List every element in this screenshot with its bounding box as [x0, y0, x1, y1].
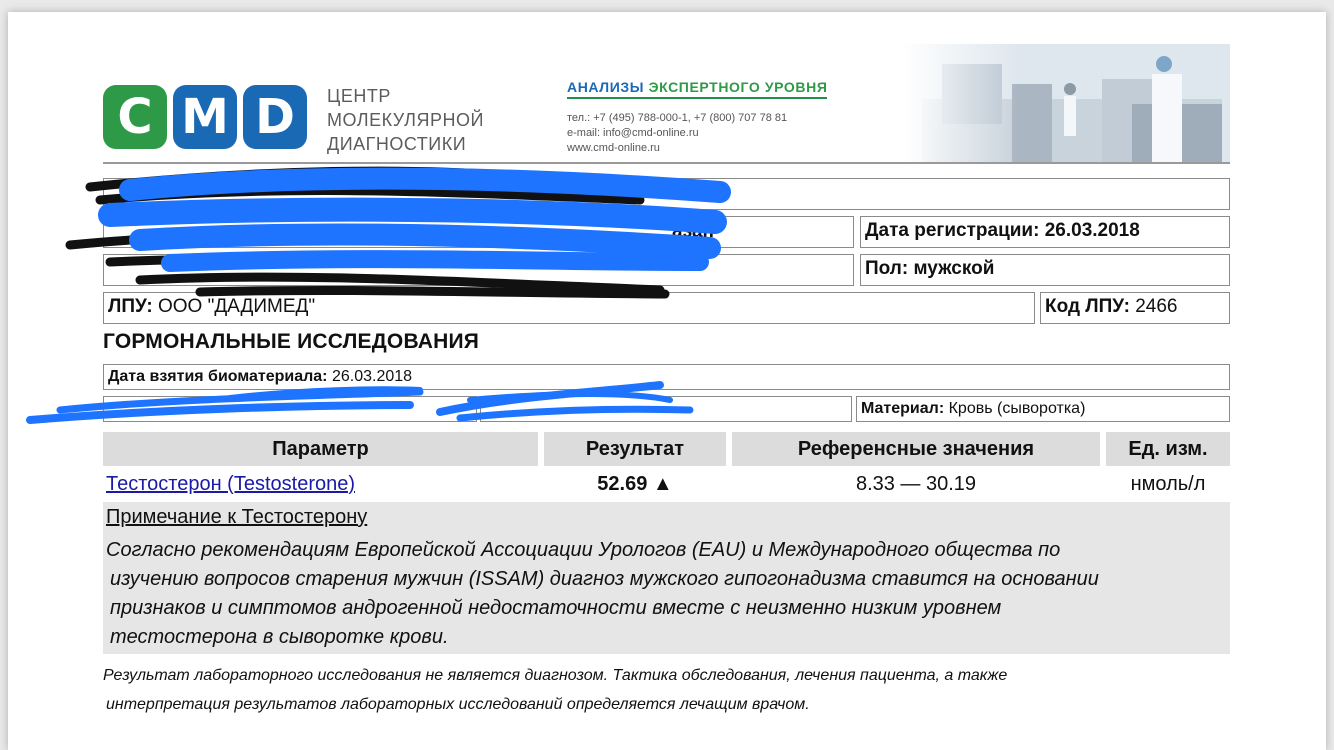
slogan-part1: АНАЛИЗЫ: [567, 79, 645, 95]
note-line-1: Согласно рекомендациям Европейской Ассоциации Урологов (EAU) и Международного общества по: [106, 539, 1061, 561]
logo-letter-c: C: [103, 85, 167, 149]
lpu-value: ООО "ДАДИМЕД": [157, 296, 316, 317]
note-line-4: тестостерона в сыворотке крови.: [110, 626, 449, 648]
registration-date-value: 26.03.2018: [1044, 220, 1140, 241]
footer-disclaimer-line-2: интерпретация результатов лабораторных исследований определяется лечащим врачом.: [106, 696, 810, 713]
registration-date-label: Дата регистрации:: [865, 220, 1040, 241]
note-line-3: признаков и симптомов андрогенной недостаточности вместе с неизменно низким уровнем: [110, 597, 1002, 619]
biomaterial-date-label: Дата взятия биоматериала:: [108, 368, 328, 385]
slogan-part2: ЭКСПЕРТНОГО УРОВНЯ: [648, 79, 828, 95]
patient-city-fragment: азан: [672, 221, 715, 242]
logo-letter-d: D: [243, 85, 307, 149]
contact-website: www.cmd-online.ru: [567, 142, 660, 154]
footer-disclaimer-line-1: Результат лабораторного исследования не является диагнозом. Тактика обследования, лечения пациента, а также: [103, 667, 1008, 684]
note-line-2: изучению вопросов старения мужчин (ISSAM) диагноз мужского гипогонадизма ставится на основании: [110, 568, 1099, 590]
org-name-line3: ДИАГНОСТИКИ: [327, 134, 467, 154]
material-label: Материал:: [861, 400, 945, 417]
sex-value: мужской: [913, 258, 995, 279]
column-header-result: Результат: [544, 432, 726, 466]
parameter-link-testosterone[interactable]: Тестостерон (Testosterone): [106, 473, 356, 495]
lpu-label: ЛПУ:: [108, 296, 153, 317]
reference-range: 8.33 — 30.19: [855, 473, 977, 495]
contact-email: e-mail: info@cmd-online.ru: [567, 127, 699, 139]
sex-label: Пол:: [865, 258, 909, 279]
column-header-reference: Референсные значения: [732, 432, 1100, 466]
result-value: 52.69 ▲: [597, 473, 673, 495]
section-title: ГОРМОНАЛЬНЫЕ ИССЛЕДОВАНИЯ: [103, 330, 480, 353]
material-value: Кровь (сыворотка): [948, 400, 1086, 417]
note-title: Примечание к Тестостерону: [106, 506, 368, 528]
lpu-code-label: Код ЛПУ:: [1045, 296, 1130, 317]
lpu-code-value: 2466: [1135, 296, 1178, 317]
redaction-blue-scribble: [30, 179, 720, 420]
org-name-line2: МОЛЕКУЛЯРНОЙ: [327, 110, 484, 130]
column-header-parameter: Параметр: [103, 432, 538, 466]
biomaterial-date-value: 26.03.2018: [331, 368, 413, 385]
unit-value: нмоль/л: [1130, 473, 1206, 495]
contact-phone: тел.: +7 (495) 788-000-1, +7 (800) 707 78 81: [567, 112, 788, 124]
org-name-line1: ЦЕНТР: [327, 86, 391, 106]
column-header-unit: Ед. изм.: [1106, 432, 1230, 466]
logo-letter-m: M: [173, 85, 237, 149]
